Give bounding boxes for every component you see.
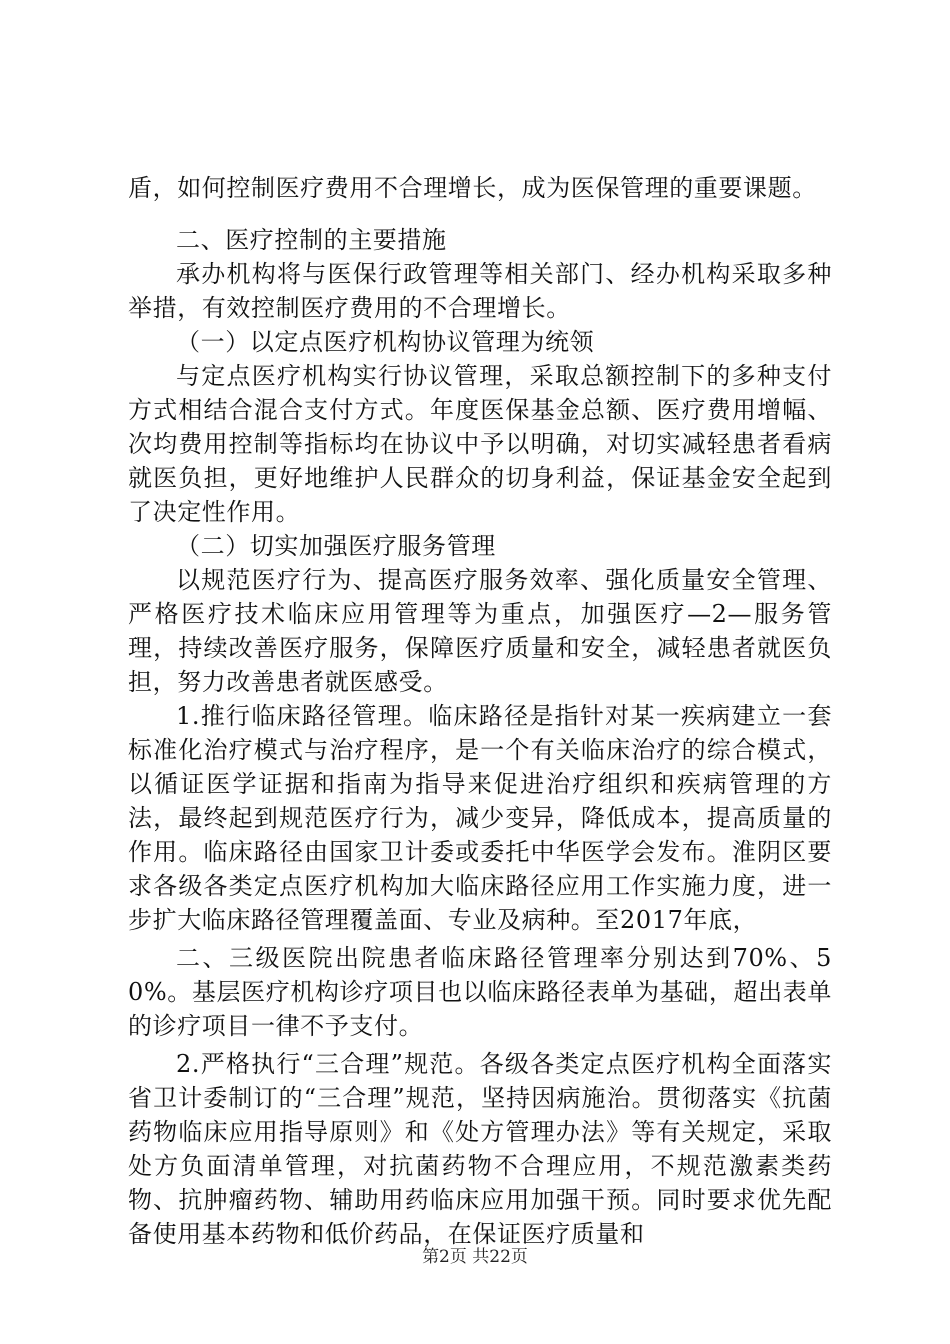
document-body (128, 171, 832, 1251)
paragraph-three-rational: 2.严格执行“三合理”规范。各级各类定点医疗机构全面落实省卫计委制订的“三合理”规范，坚持因病施治。贯彻落实《抗菌药物临床应用指导原则》和《处方管理办法》等有关规定，采取处方负面清单管理，对抗菌药物不合理应用，不规范激素类药物、抗肿瘤药物、辅助用药临床应用加强干预。同时要求优先配备使用基本药物和低价药品，在保证医疗质量和 (128, 1050, 832, 1248)
paragraph-agreement: 与定点医疗机构实行协议管理，采取总额控制下的多种支付方式相结合混合支付方式。年度医保基金总额、医疗费用增幅、次均费用控制等指标均在协议中予以明确，对切实减轻患者看病就医负担，更好地维护人民群众的切身利益，保证基金安全起到了决定性作用。 (128, 362, 832, 526)
paragraph-pathway-rates: 二、三级医院出院患者临床路径管理率分别达到70%、50%。基层医疗机构诊疗项目也以临床路径表单为基础，超出表单的诊疗项目一律不予支付。 (128, 944, 832, 1040)
subsection-heading-agreement: （一）以定点医疗机构协议管理为统领 (176, 328, 595, 356)
paragraph-service: 以规范医疗行为、提高医疗服务效率、强化质量安全管理、严格医疗技术临床应用管理等为重点，加强医疗—2—服务管理，持续改善医疗服务，保障医疗质量和安全，减轻患者就医负担，努力改善患者就医感受。 (128, 566, 832, 696)
paragraph-clinical-pathway: 1.推行临床路径管理。临床路径是指针对某一疾病建立一套标准化治疗模式与治疗程序，是一个有关临床治疗的综合模式，以循证医学证据和指南为指导来促进治疗组织和疾病管理的方法，最终起到规范医疗行为，减少变异，降低成本，提高质量的作用。临床路径由国家卫计委或委托中华医学会发布。淮阴区要求各级各类定点医疗机构加大临床路径应用工作实施力度，进一步扩大临床路径管理覆盖面、专业及病种。至2017年底， (128, 702, 832, 934)
subsection-heading-service: （二）切实加强医疗服务管理 (176, 532, 496, 560)
paragraph-continuation: 盾，如何控制医疗费用不合理增长，成为医保管理的重要课题。 (128, 174, 817, 202)
page-number-footer: 第2页 共22页 (422, 1247, 528, 1267)
paragraph-intro: 承办机构将与医保行政管理等相关部门、经办机构采取多种举措，有效控制医疗费用的不合理增长。 (128, 260, 832, 322)
section-heading-measures: 二、医疗控制的主要措施 (176, 226, 447, 254)
